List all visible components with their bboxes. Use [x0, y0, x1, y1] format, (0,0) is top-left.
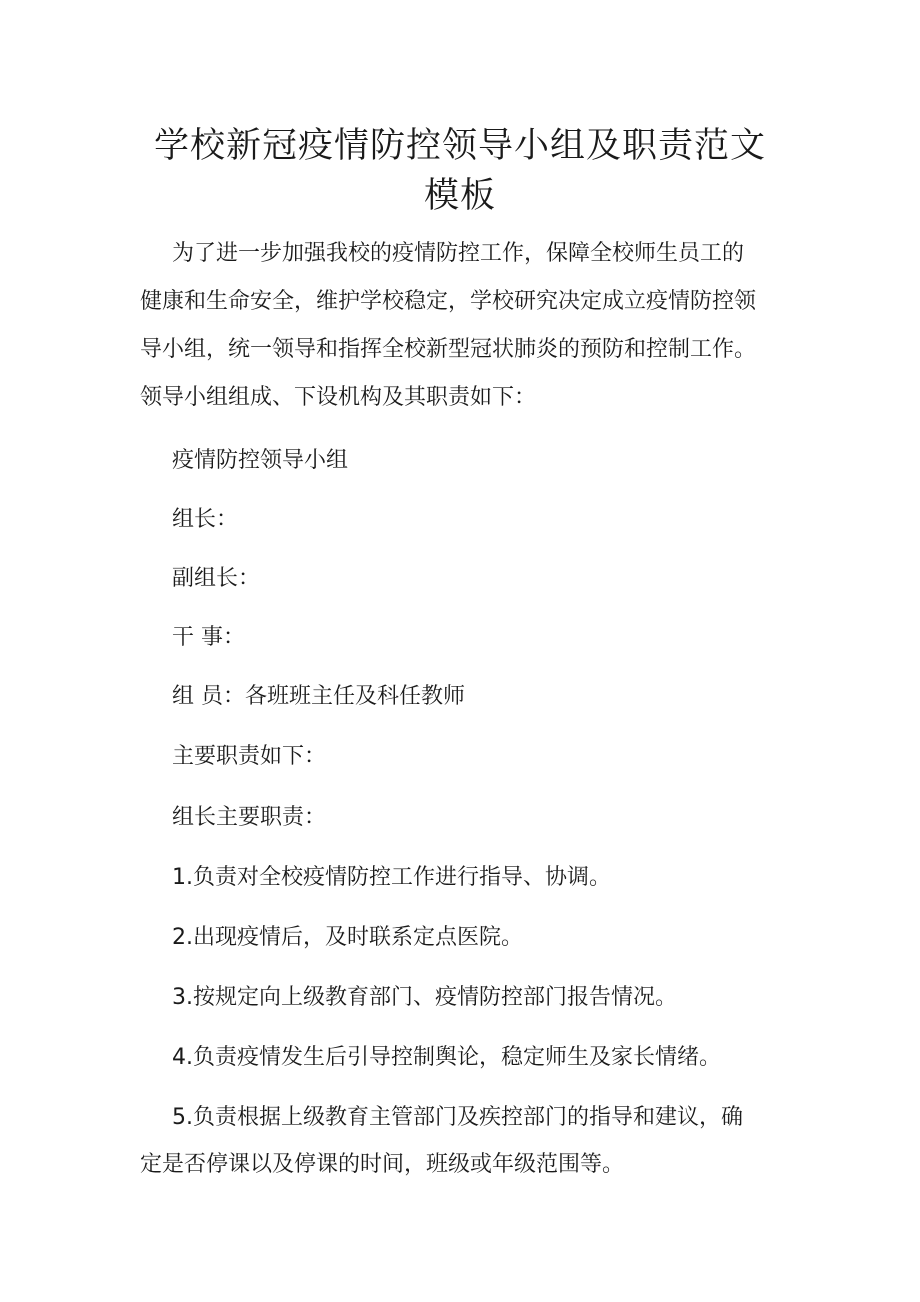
intro-paragraph-line: 导小组，统一领导和指挥全校新型冠状肺炎的预防和控制工作。	[140, 337, 757, 362]
staff-line: 干 事：	[172, 625, 245, 650]
document-title-continued: 模板	[423, 176, 496, 216]
duties-heading: 主要职责如下：	[172, 744, 327, 769]
leader-line: 组长：	[172, 507, 239, 532]
leader-duties-heading: 组长主要职责：	[172, 805, 327, 830]
duty-item: 5.负责根据上级教育主管部门及疾控部门的指导和建议，确	[172, 1105, 743, 1130]
document-title: 学校新冠疫情防控领导小组及职责范文	[153, 126, 766, 166]
intro-paragraph-line: 为了进一步加强我校的疫情防控工作，保障全校师生员工的	[172, 241, 745, 266]
duty-item: 1.负责对全校疫情防控工作进行指导、协调。	[172, 865, 611, 890]
duty-item-continued: 定是否停课以及停课的时间，班级或年级范围等。	[140, 1152, 625, 1177]
intro-paragraph-line: 健康和生命安全，维护学校稳定，学校研究决定成立疫情防控领	[140, 289, 757, 314]
intro-paragraph-line: 领导小组组成、下设机构及其职责如下：	[140, 385, 537, 410]
group-heading: 疫情防控领导小组	[172, 448, 349, 473]
members-line: 组 员：各班班主任及科任教师	[172, 684, 465, 709]
duty-item: 3.按规定向上级教育部门、疫情防控部门报告情况。	[172, 985, 677, 1010]
deputy-leader-line: 副组长：	[172, 566, 261, 591]
duty-item: 2.出现疫情后，及时联系定点医院。	[172, 925, 523, 950]
duty-item: 4.负责疫情发生后引导控制舆论，稳定师生及家长情绪。	[172, 1045, 721, 1070]
